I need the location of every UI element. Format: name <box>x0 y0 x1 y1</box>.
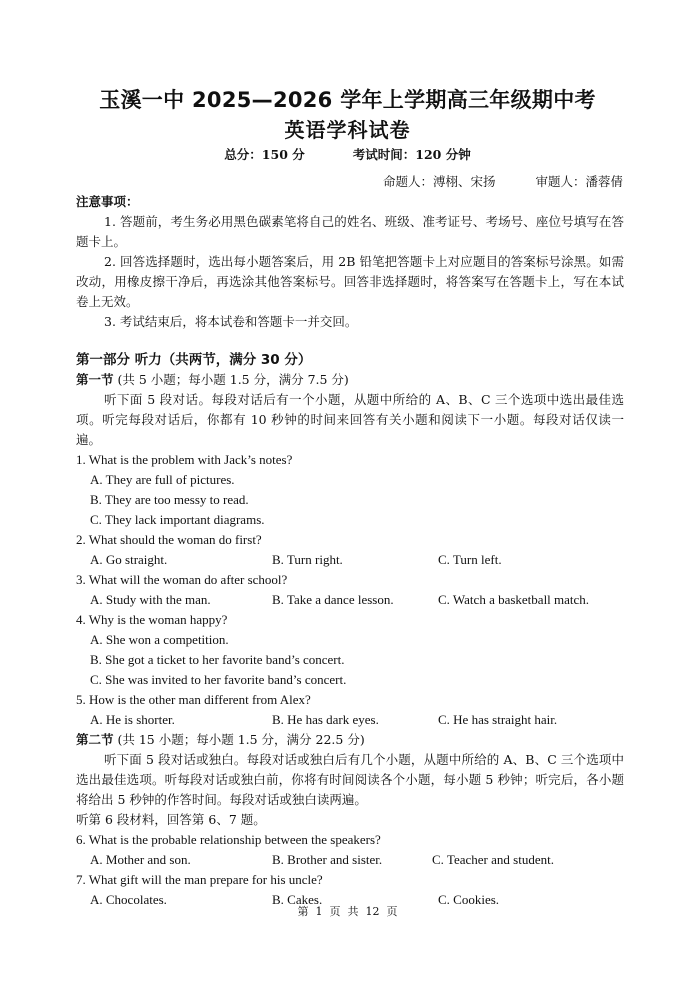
section1-header <box>76 370 624 390</box>
answer-option: C. They lack important diagrams. <box>90 512 265 527</box>
answer-option: B. He has dark eyes. <box>272 712 379 727</box>
answer-option: A. Go straight. <box>90 552 168 567</box>
section1-name: 第一节 <box>76 372 114 387</box>
part1-title: 第一部分 听力（共两节，满分 30 分） <box>76 352 312 368</box>
notice-item: 2. 回答选择题时，选出每小题答案后，用 2B 铅笔把答题卡上对应题目的答案标号涂黑。如需改动，用橡皮擦干净后，再选涂其他答案标号。回答非选择题时，将答案写在答题卡上，写在本试卷上无效。 <box>76 254 624 309</box>
options-row <box>76 590 624 610</box>
page-footer: 第 1 页 共 12 页 <box>297 905 398 918</box>
options-row <box>76 850 624 870</box>
answer-option: B. Brother and sister. <box>272 852 383 867</box>
notice-heading: 注意事项： <box>76 194 139 209</box>
section1-info: (共 5 小题；每小题 1.5 分，满分 7.5 分) <box>113 372 349 387</box>
question-stem: 6. What is the probable relationship between the speakers? <box>76 832 381 847</box>
question-stem: 5. How is the other man different from Alex? <box>76 692 311 707</box>
options-row <box>76 550 624 570</box>
answer-option: B. Turn right. <box>272 552 343 567</box>
section1-instructions: 听下面 5 段对话。每段对话后有一个小题，从题中所给的 A、B、C 三个选项中选出最佳选项。听完每段对话后，你都有 10 秒钟的时间来回答有关小题和阅读下一小题。每段对话仅读一遍。 <box>76 392 624 447</box>
score-time-line <box>0 145 695 163</box>
section2-header <box>76 730 624 750</box>
exam-title: 玉溪一中 2025—2026 学年上学期高三年级期中考 <box>99 88 596 112</box>
answer-option: C. Watch a basketball match. <box>438 592 590 607</box>
reviewer: 审题人：潘蓉倩 <box>535 174 623 189</box>
question-stem: 7. What gift will the man prepare for his uncle? <box>76 872 323 887</box>
question-stem: 2. What should the woman do first? <box>76 532 262 547</box>
answer-option: B. She got a ticket to her favorite band’s concert. <box>90 652 345 667</box>
section2-instructions: 听下面 5 段对话或独白。每段对话或独白后有几个小题，从题中所给的 A、B、C 三个选项中选出最佳选项。听每段对话或独白前，你将有时间阅读各个小题，每小题 5 秒钟；听完后，各小题将给出 5 秒钟的作答时间。每段对话或独白读两遍。 <box>76 752 624 807</box>
answer-option: A. Mother and son. <box>90 852 191 867</box>
total-score: 总分：150 分 <box>224 147 305 162</box>
answer-option: A. He is shorter. <box>90 712 175 727</box>
answer-option: C. She was invited to her favorite band’s concert. <box>90 672 347 687</box>
answer-option: C. Cookies. <box>438 892 500 907</box>
exam-time: 考试时间：120 分钟 <box>352 147 471 162</box>
setters: 命题人：溥栩、宋扬 <box>382 174 496 189</box>
material-note: 听第 6 段材料，回答第 6、7 题。 <box>76 812 266 827</box>
answer-option: A. They are full of pictures. <box>90 472 235 487</box>
section2-info: (共 15 小题；每小题 1.5 分，满分 22.5 分) <box>113 732 365 747</box>
question-stem: 1. What is the problem with Jack’s notes? <box>76 452 293 467</box>
answer-option: C. Teacher and student. <box>432 852 554 867</box>
authors-line <box>383 172 623 190</box>
answer-option: B. They are too messy to read. <box>90 492 249 507</box>
answer-option: A. Chocolates. <box>90 892 167 907</box>
exam-subtitle: 英语学科试卷 <box>284 118 411 142</box>
question-stem: 3. What will the woman do after school? <box>76 572 288 587</box>
answer-option: C. He has straight hair. <box>438 712 558 727</box>
notice-item: 1. 答题前，考生务必用黑色碳素笔将自己的姓名、班级、准考证号、考场号、座位号填写在答题卡上。 <box>76 214 624 249</box>
answer-option: B. Take a dance lesson. <box>272 592 394 607</box>
answer-option: A. Study with the man. <box>90 592 211 607</box>
section2-name: 第二节 <box>76 732 114 747</box>
notice-item: 3. 考试结束后，将本试卷和答题卡一并交回。 <box>104 314 358 329</box>
exam-body <box>76 192 624 910</box>
answer-option: B. Cakes. <box>272 892 323 907</box>
question-stem: 4. Why is the woman happy? <box>76 612 228 627</box>
answer-option: A. She won a competition. <box>90 632 229 647</box>
options-row <box>76 710 624 730</box>
answer-option: C. Turn left. <box>438 552 502 567</box>
